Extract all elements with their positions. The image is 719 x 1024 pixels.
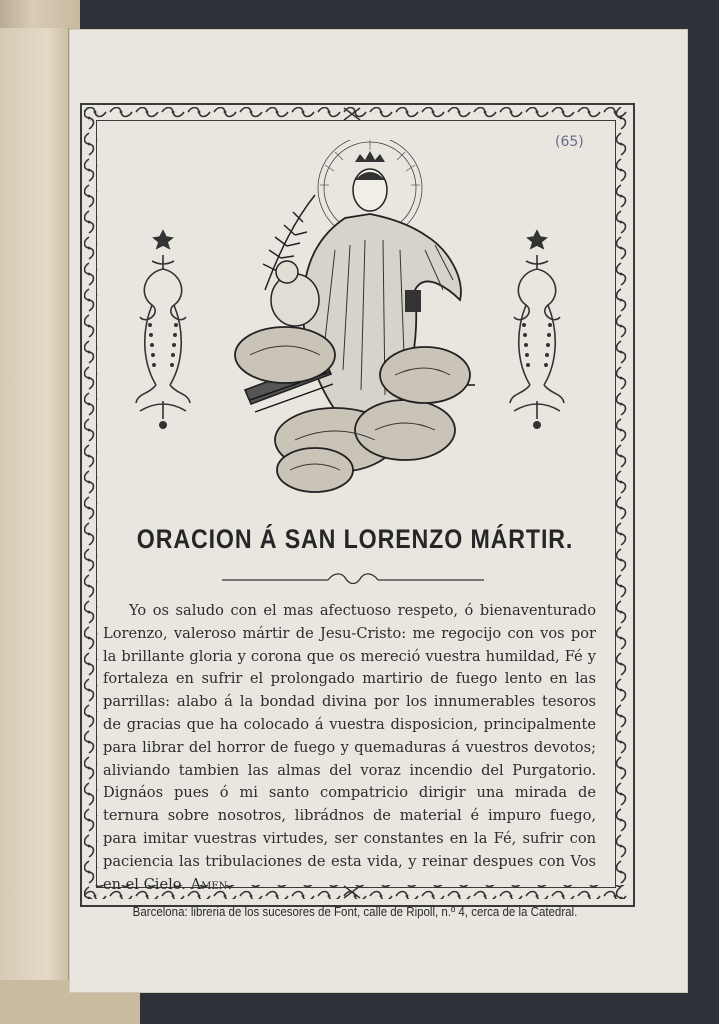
prayer-body: Yo os saludo con el mas afectuoso respeto, ó bienaventurado Lorenzo, valeroso mártir de Jesu-Cristo: me regocijo con vos por la brillante gloria y corona que os mereció vuestra humildad, Fé y fortaleza en sufrir el prolongado martirio de fuego lento en las parrillas: alabo á la bondad divina por los innumerables tesoros de gracias que ha colocado á vuestra disposicion, principalmente para librar del horror de fuego y quemaduras á vuestros devotos; aliviando tambien las almas del voraz incendio del Purgatorio. Dignáos pues ó mi santo compatricio dirigir una mirada de ternura sobre nosotros, librádnos de material é impuro fuego, para imitar vuestras virtudes, ser constantes en la Fé, sufrir con paciencia las tribulaciones de esta vida, y reinar despues con Vos en el Cielo. xyxy=(103,602,596,893)
title-divider xyxy=(220,570,486,588)
prayer-title: ORACION Á SAN LORENZO MÁRTIR. xyxy=(136,524,574,554)
left-ornament xyxy=(130,225,196,437)
printer-imprint: Barcelona: libreria de los sucesores de Font, calle de Ripoll, n.º 4, cerca de la Catedral. xyxy=(132,905,578,919)
prayer-text xyxy=(103,600,596,896)
saint-lawrence-engraving xyxy=(225,140,485,500)
adjacent-page xyxy=(0,28,70,1018)
right-ornament xyxy=(504,225,570,437)
prayer-amen: Amen. xyxy=(190,875,233,893)
page-number: (65) xyxy=(555,134,584,150)
